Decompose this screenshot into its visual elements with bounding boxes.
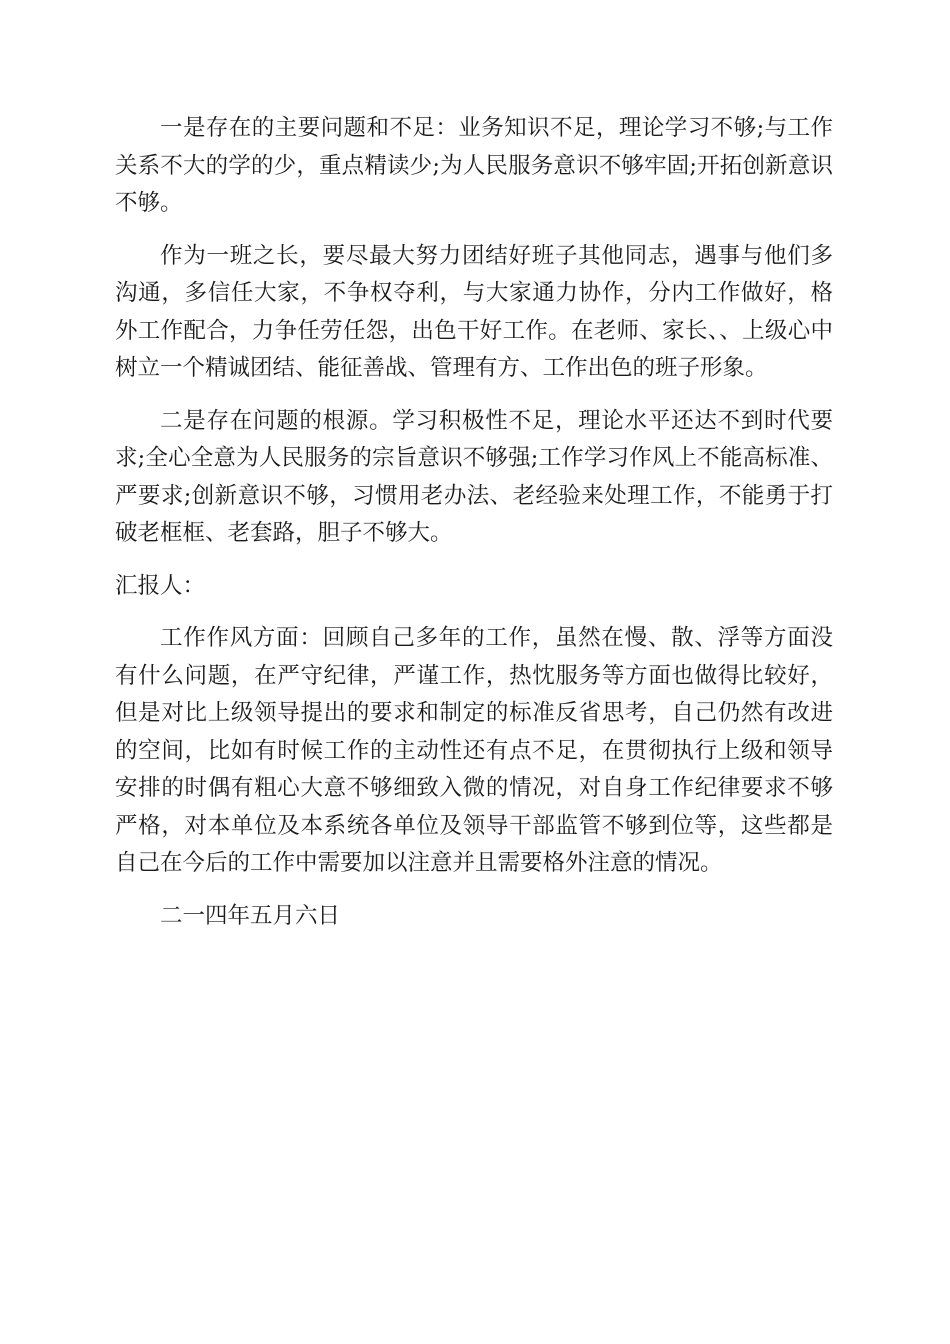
- reporter-label: 汇报人：: [115, 572, 206, 599]
- paragraph-leadership: 作为一班之长，要尽最大努力团结好班子其他同志，遇事与他们多沟通，多信任大家，不争权夺利，与大家通力协作，分内工作做好，格外工作配合，力争任劳任怨，出色干好工作。在老师、家长、、上级心中树立一个精诚团结、能征善战、管理有方、工作出色的班子形象。: [115, 242, 833, 381]
- paragraph-root-causes: 二是存在问题的根源。学习积极性不足，理论水平还达不到时代要求;全心全意为人民服务的宗旨意识不够强;工作学习作风上不能高标准、严要求;创新意识不够，习惯用老办法、老经验来处理工作，不能勇于打破老框框、老套路，胆子不够大。: [115, 407, 833, 546]
- paragraph-problems: 一是存在的主要问题和不足：业务知识不足，理论学习不够;与工作关系不大的学的少，重点精读少;为人民服务意识不够牢固;开拓创新意识不够。: [115, 115, 833, 216]
- document-body: [115, 110, 833, 950]
- paragraph-work-style: 工作作风方面：回顾自己多年的工作，虽然在慢、散、浮等方面没有什么问题，在严守纪律，严谨工作，热忱服务等方面也做得比较好，但是对比上级领导提出的要求和制定的标准反省思考，自己仍然有改进的空间，比如有时候工作的主动性还有点不足，在贯彻执行上级和领导安排的时偶有粗心大意不够细致入微的情况，对自身工作纪律要求不够严格，对本单位及本系统各单位及领导干部监管不够到位等，这些都是自己在今后的工作中需要加以注意并且需要格外注意的情况。: [115, 625, 833, 876]
- document-date: 二一四年五月六日: [160, 902, 341, 929]
